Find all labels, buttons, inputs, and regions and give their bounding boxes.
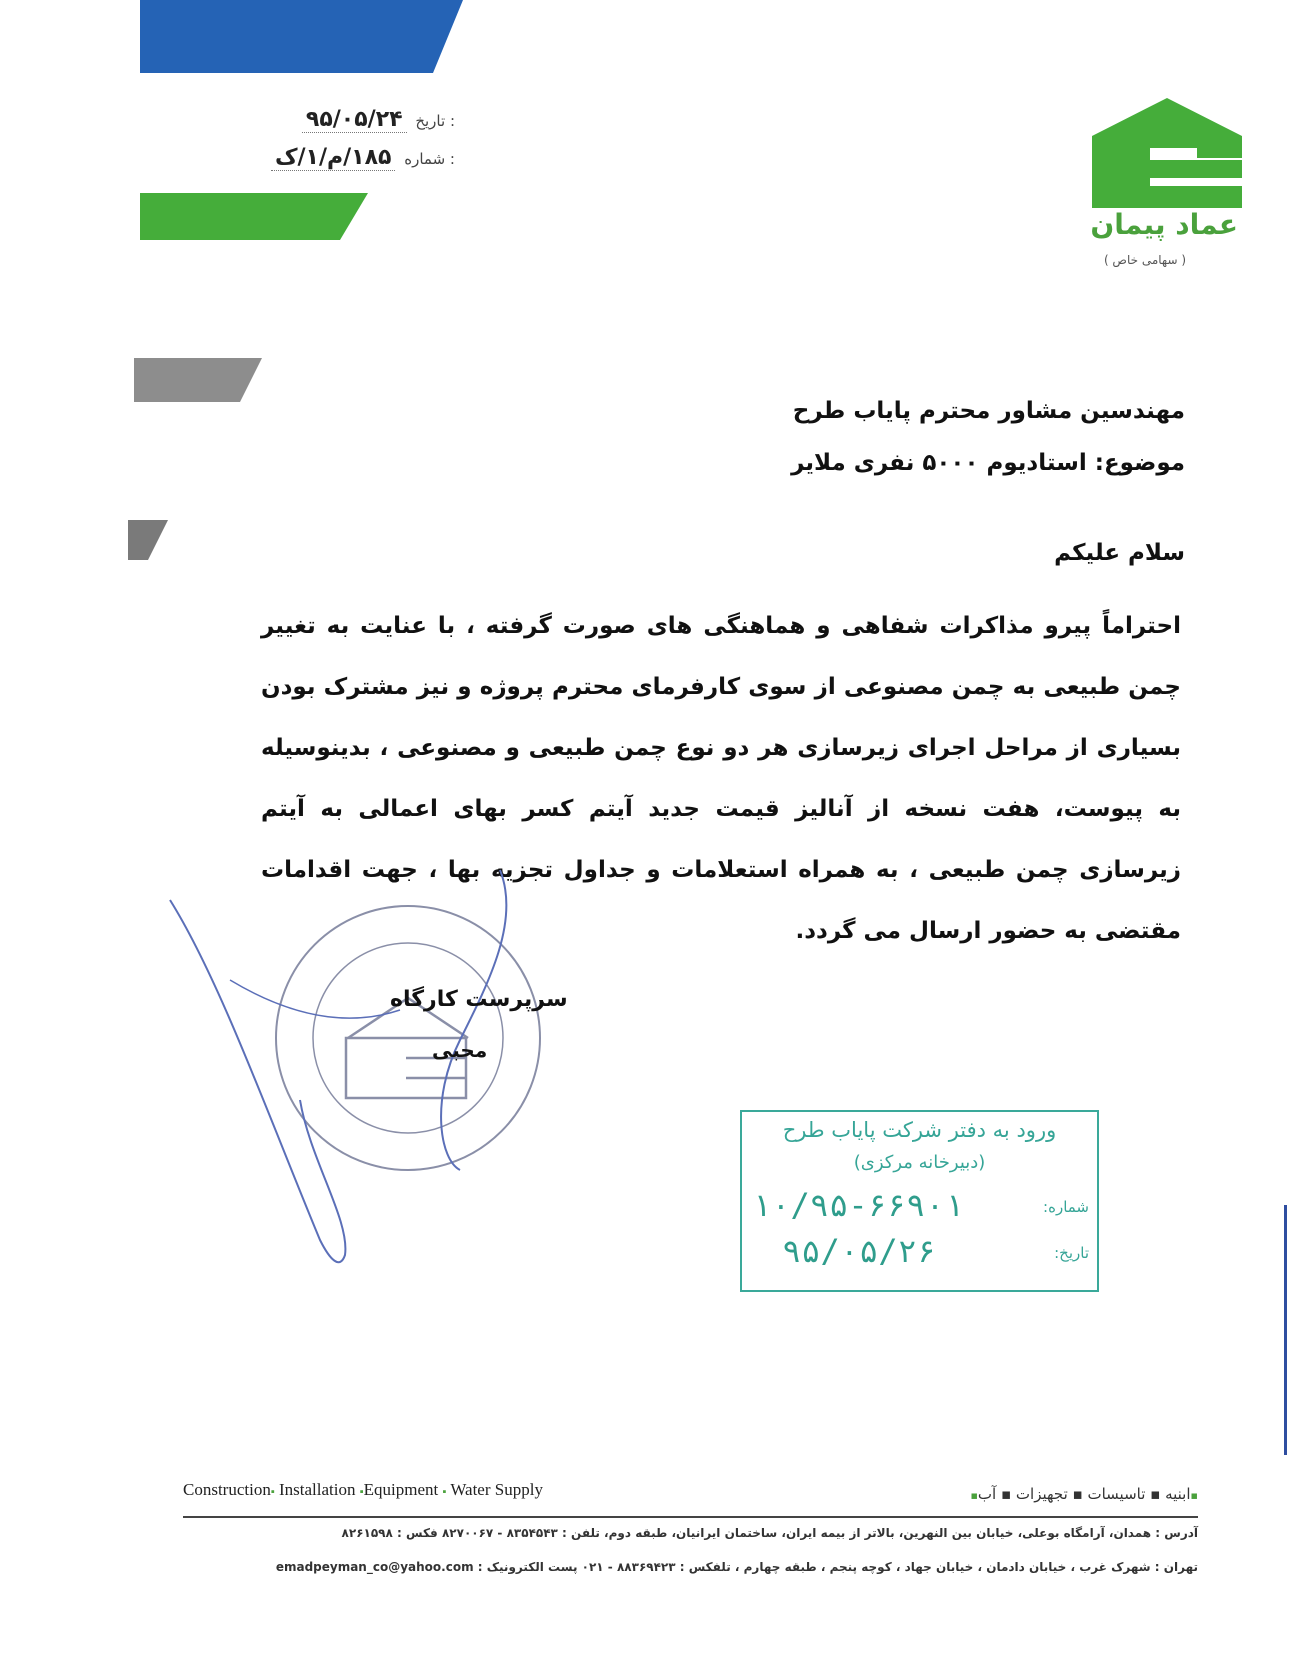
company-type: ( سهامی خاص ) <box>1103 253 1186 267</box>
body-line: زیرسازی چمن طبیعی ، به همراه استعلامات و جداول تجزیه بها ، جهت اقدامات <box>261 857 1181 883</box>
stamp-date-value: ۹۵/۰۵/۲۶ <box>782 1232 937 1270</box>
blue-band <box>140 0 463 73</box>
addressee: مهندسین مشاور محترم پایاب طرح <box>792 398 1185 424</box>
number-value: ۱۸۵/م/۱/ک <box>271 145 396 171</box>
services-persian: ▪ابنیه ▪ تاسیسات ▪ تجهیزات ▪ آب▪ <box>970 1485 1198 1503</box>
dark-gray-band <box>128 520 168 560</box>
services-english: Construction▪ Installation ▪Equipment ▪ Water Supply <box>183 1480 543 1499</box>
service-item: Equipment <box>363 1480 439 1499</box>
received-stamp <box>740 1110 1099 1292</box>
company-logo-icon <box>1092 98 1242 208</box>
gray-band <box>134 358 262 402</box>
date-value: ۹۵/۰۵/۲۴ <box>302 107 407 133</box>
number-row <box>215 145 455 170</box>
service-item: Construction <box>183 1480 271 1499</box>
handwritten-signature <box>160 860 580 1280</box>
scan-edge-mark <box>1284 1205 1287 1455</box>
stamp-number-value: ۱۰/۹۵-۶۶۹۰۱ <box>752 1186 964 1224</box>
signature-title: سرپرست کارگاه <box>390 987 568 1012</box>
date-row <box>215 107 455 132</box>
stamp-subtitle: (دبیرخانه مرکزی) <box>853 1152 986 1173</box>
stamp-number-label: شماره: <box>1043 1198 1089 1216</box>
subject: موضوع: استادیوم ۵۰۰۰ نفری ملایر <box>791 450 1185 476</box>
company-name: عماد پیمان <box>1090 208 1238 241</box>
body-line: احتراماً پیرو مذاکرات شفاهی و هماهنگی های صورت گرفته ، با عنایت به تغییر <box>261 613 1181 639</box>
body-line: به پیوست، هفت نسخه از آنالیز قیمت جدید آیتم کسر بهای اعمالی به آیتم <box>261 796 1181 822</box>
signature-name: محبی <box>432 1038 488 1062</box>
service-item: Installation <box>279 1480 356 1499</box>
services-persian-text: ابنیه ▪ تاسیسات ▪ تجهیزات ▪ آب <box>977 1485 1191 1503</box>
body-line: بسیاری از مراحل اجرای زیرسازی هر دو نوع چمن طبیعی و مصنوعی ، بدینوسیله <box>261 735 1181 761</box>
address-hamedan: آدرس : همدان، آرامگاه بوعلی، خیابان بین النهرین، بالاتر از بیمه ایران، ساختمان ایرانیان، طبقه دوم، تلفن : ۸۳۵۴۵۴۳ - ۸۲۷۰۰۶۷ فکس : ۸۲۶۱۵۹۸ <box>341 1526 1198 1540</box>
decorative-bands <box>0 0 480 560</box>
greeting: سلام علیکم <box>1054 540 1185 566</box>
address-tehran: تهران : شهرک غرب ، خیابان دادمان ، خیابان جهاد ، کوچه پنجم ، طبقه چهارم ، تلفکس : ۸۸۳۶۹۴۲۳ - ۰۲۱ پست الکترونیک : emadpeyman_co@yahoo.com <box>275 1560 1198 1574</box>
date-label: : تاریخ <box>415 112 455 130</box>
green-band <box>140 193 368 240</box>
stamp-title: ورود به دفتر شرکت پایاب طرح <box>782 1118 1057 1142</box>
service-item: Water Supply <box>450 1480 543 1499</box>
body-line: چمن طبیعی به چمن مصنوعی از سوی کارفرمای محترم پروژه و نیز مشترک بودن <box>261 674 1181 700</box>
stamp-date-label: تاریخ: <box>1054 1244 1089 1262</box>
footer-divider <box>183 1516 1198 1518</box>
body-line: مقتضی به حضور ارسال می گردد. <box>795 918 1181 944</box>
number-label: : شماره <box>404 150 455 168</box>
